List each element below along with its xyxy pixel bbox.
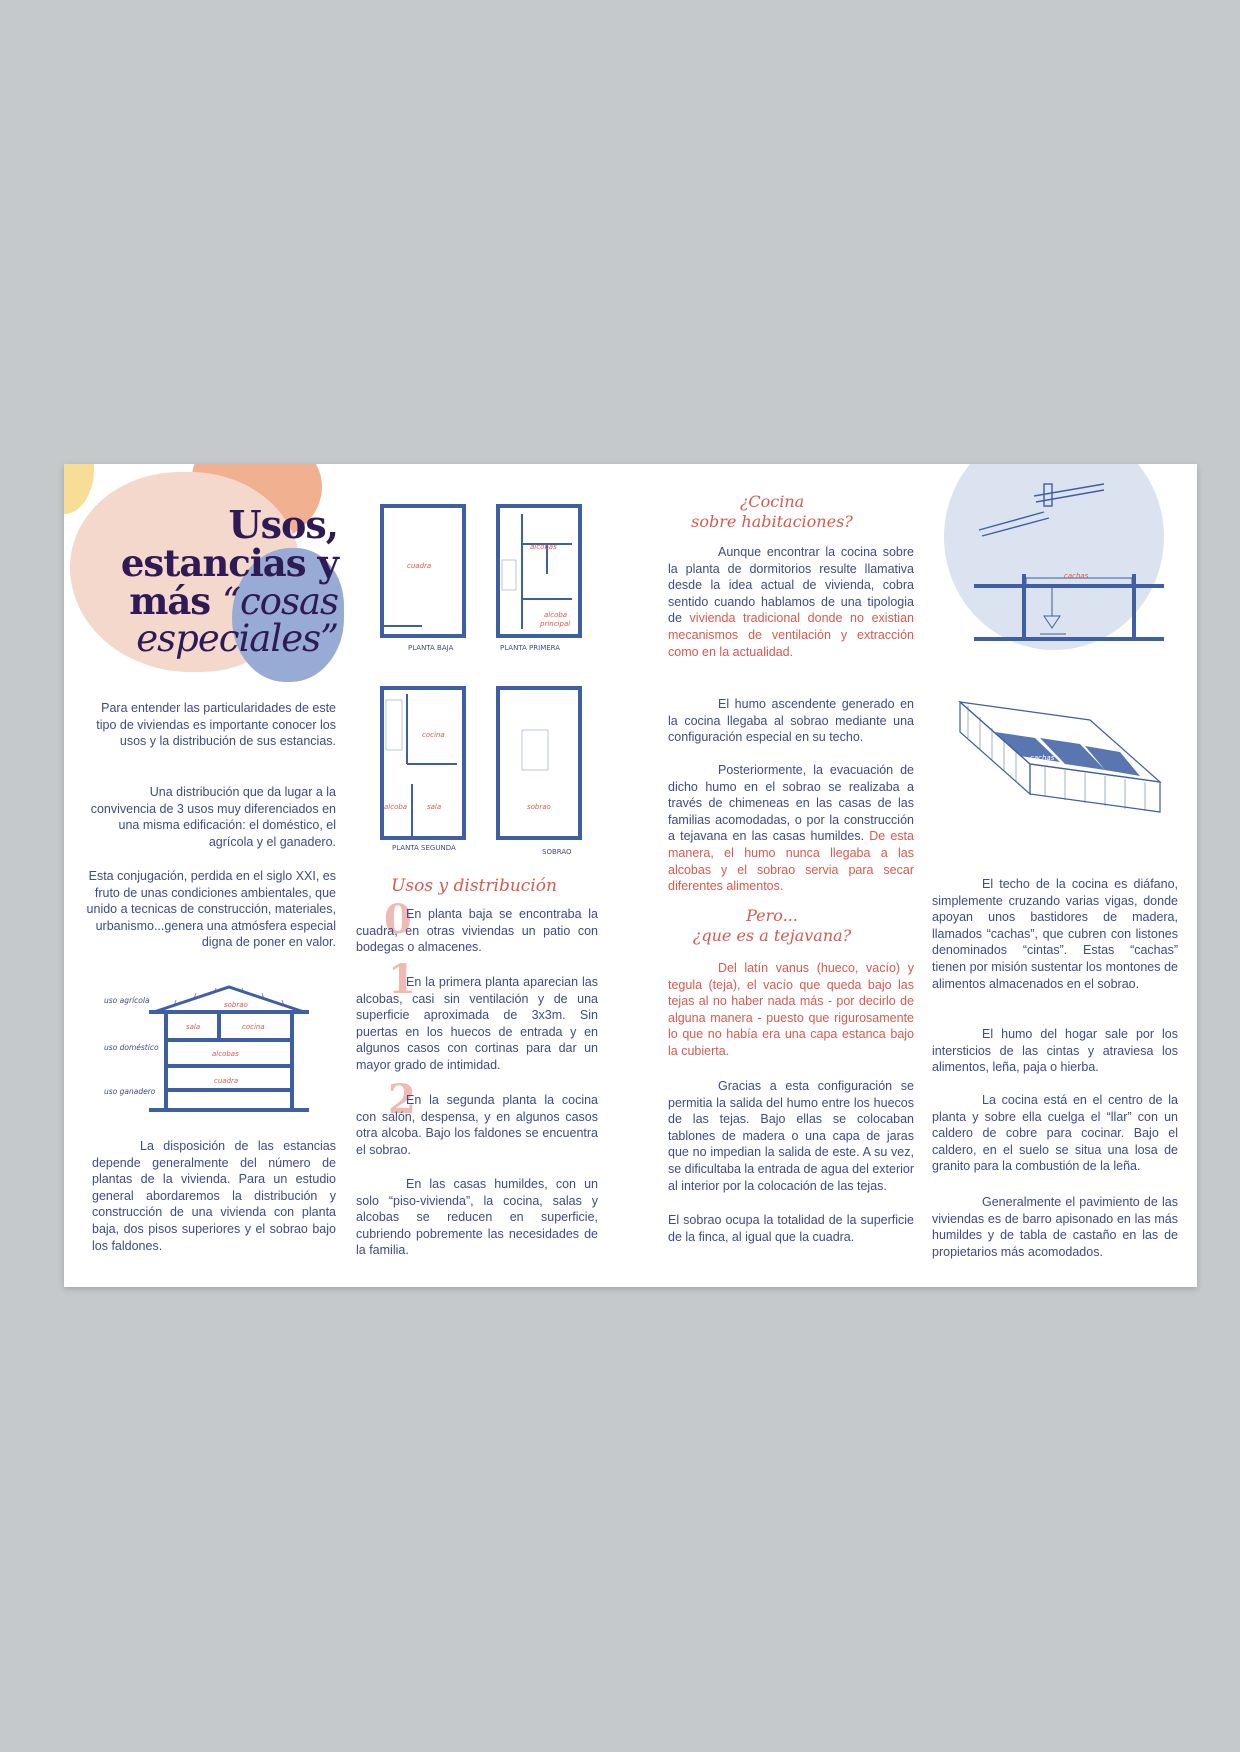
cocina-paragraph-2: El humo ascendente generado en la cocina llegaba al sobrao mediante una configuración especial en su techo. bbox=[668, 697, 914, 745]
tejavana-heading-line-1: Pero... bbox=[746, 906, 798, 925]
numeral-0: 0 bbox=[384, 896, 412, 943]
plan-room-alcoba: alcoba bbox=[384, 803, 408, 811]
title-line-4: especiales” bbox=[136, 617, 338, 660]
plan-label-planta-baja: PLANTA BAJA bbox=[408, 644, 454, 652]
numeral-1: 1 bbox=[388, 956, 416, 1003]
diagram-label-uso-domestico: uso doméstico bbox=[104, 1043, 159, 1052]
tejavana-paragraph-1: Del latín vanus (hueco, vacío) y tegula (teja), el vacío que queda bajo las tejas al no haber nada más - por decirlo de alguna manera - puesto que rigurosamente lo que no había era una capa estanca bajo la cubierta. bbox=[668, 961, 914, 1058]
usos-paragraph-1: En la primera planta aparecian las alcobas, casi sin ventilación y de una superficie aproximada de 3x3m. Sin puertas en los huecos de entrada y en algunos casos con cortinas para dar un mayor grado de intimidad. bbox=[356, 975, 598, 1072]
title-line-2: estancias y bbox=[120, 541, 338, 585]
techo-paragraph-1: El techo de la cocina es diáfano, simplemente cruzando varias vigas, donde apoyan unos bastidores de madera, llamados “cachas”, que cubren con listones denominados “cintas”. Estas “cachas” tienen por misión sustentar los montones de alimentos almacenados en el sobrao. bbox=[932, 877, 1178, 991]
cocina-paragraph-1-highlight: vivienda tradicional donde no existian mecanismos de ventilación y extracción como en la actualidad. bbox=[668, 611, 914, 659]
cocina-heading-line-1: ¿Cocina bbox=[739, 492, 805, 511]
intro-paragraph-3: Esta conjugación, perdida en el siglo XXI, es fruto de unas condiciones ambientales, que unido a tecnicas de construcción, materiales, urbanismo...genera una atmósfera especial digna de poner en valor. bbox=[86, 869, 336, 950]
title-line-3 bbox=[129, 579, 338, 623]
diagram-label-cuadra: cuadra bbox=[214, 1077, 239, 1085]
title-cosas: “cosas bbox=[222, 580, 338, 623]
title-mas: más bbox=[129, 579, 211, 623]
tejavana-paragraph-3: El sobrao ocupa la totalidad de la superficie de la finca, al igual que la cuadra. bbox=[668, 1213, 914, 1244]
cachas-frame-illustration bbox=[940, 692, 1170, 842]
intro-paragraph-4: La disposición de las estancias depende generalmente del número de plantas de la vivienda. Para un estudio general abordaremos la distribución y construcción de una vivienda con planta baja, dos pisos superiores y el sobrao bajo los faldones. bbox=[92, 1139, 336, 1253]
techo-paragraph-3: La cocina está en el centro de la planta y sobre ella cuelga el “llar” con un caldero de cobre para cocinar. Bajo el caldero, en el suelo se situa una losa de granito para la combustión de la leña. bbox=[932, 1093, 1178, 1174]
plan-room-cocina: cocina bbox=[422, 731, 445, 739]
usos-paragraph-0: En planta baja se encontraba la cuadra, en otras viviendas un patio con bodegas o almacenes. bbox=[356, 907, 598, 955]
usos-paragraph-2: En la segunda planta la cocina con salón, despensa, y en algunos casos otra alcoba. Bajo los faldones se encuentra el sobrao. bbox=[356, 1093, 598, 1157]
diagram-label-cocina: cocina bbox=[242, 1023, 265, 1031]
usos-heading: Usos y distribución bbox=[391, 876, 557, 896]
numeral-2: 2 bbox=[388, 1076, 416, 1123]
plan-label-planta-primera: PLANTA PRIMERA bbox=[500, 644, 561, 652]
plan-room-alcoba-principal-2: principal bbox=[540, 620, 571, 628]
roof-cachas-label: cachas bbox=[1064, 572, 1089, 580]
cocina-paragraph-3-text: Posteriormente, la evacuación de dicho humo en el sobrao se realizaba a través de chimeneas en las casas de las familias acomodadas, o por la construcción a tejavana en las casas humildes. bbox=[668, 763, 914, 844]
tejavana-paragraph-2: Gracias a esta configuración se permitia la salida del humo entre los huecos de las tejas. Bajo ellas se colocaban tablones de madera o una capa de jaras que no impedian la salida de este. A su vez, se dificultaba la entrada de agua del exterior al interior por la colocación de las tejas. bbox=[668, 1079, 914, 1193]
intro-paragraph-1: Para entender las particularidades de este tipo de viviendas es importante conocer los usos y la distribución de sus estancias. bbox=[96, 701, 336, 749]
diagram-label-sobrao: sobrao bbox=[224, 1001, 248, 1009]
techo-paragraph-2: El humo del hogar sale por los intersticios de las cintas y atraviesa los alimentos, leña, paja o hierba. bbox=[932, 1027, 1178, 1075]
cocina-heading-line-2: sobre habitaciones? bbox=[691, 512, 853, 531]
frame-cachas-label: cachas bbox=[1030, 754, 1055, 762]
plan-room-alcobas: alcobas bbox=[530, 543, 557, 551]
plan-room-cuadra: cuadra bbox=[407, 562, 432, 570]
magazine-spread bbox=[64, 464, 1197, 1287]
diagram-label-alcobas: alcobas bbox=[212, 1050, 239, 1058]
plan-room-alcoba-principal-1: alcoba bbox=[544, 611, 568, 619]
diagram-label-uso-ganadero: uso ganadero bbox=[104, 1087, 156, 1096]
house-section-diagram bbox=[104, 982, 344, 1117]
intro-paragraph-2: Una distribución que da lugar a la convivencia de 3 usos muy diferenciados en una misma edificación: el doméstico, el agrícola y el ganadero. bbox=[90, 785, 336, 849]
cocina-paragraph-3-highlight: De esta manera, el humo nunca llegaba a las alcobas y el sobrao servia para secar diferentes alimentos. bbox=[668, 829, 914, 894]
usos-paragraph-3: En las casas humildes, con un solo “piso-vivienda”, la cocina, salas y alcobas se reducen en superficie, cubriendo pobremente las necesidades de la familia. bbox=[356, 1177, 598, 1258]
roof-section-illustration bbox=[964, 474, 1174, 644]
cocina-paragraph-3 bbox=[668, 762, 914, 895]
techo-paragraph-4: Generalmente el pavimiento de las viviendas es de barro apisonado en las más humildes y de tabla de castaño en las de propietarios más acomodados. bbox=[932, 1195, 1178, 1259]
title-line-1: Usos, bbox=[228, 502, 338, 547]
diagram-label-sala: sala bbox=[186, 1023, 201, 1031]
tejavana-heading-line-2: ¿que es a tejavana? bbox=[692, 926, 852, 945]
plan-label-sobrao: SOBRAO bbox=[542, 848, 572, 856]
cocina-paragraph-1-text: Aunque encontrar la cocina sobre la planta de dormitorios resulte llamativa desde la idea actual de vivienda, cobra sentido cuando hablamos de una tipologia de bbox=[668, 545, 914, 626]
cocina-paragraph-1 bbox=[668, 544, 914, 660]
plan-room-sala: sala bbox=[427, 803, 442, 811]
page-title bbox=[84, 502, 338, 666]
diagram-label-uso-agricola: uso agrícola bbox=[104, 996, 150, 1005]
plan-label-planta-segunda: PLANTA SEGUNDA bbox=[392, 844, 456, 852]
floor-plans bbox=[372, 504, 612, 864]
plan-room-sobrao: sobrao bbox=[527, 803, 551, 811]
